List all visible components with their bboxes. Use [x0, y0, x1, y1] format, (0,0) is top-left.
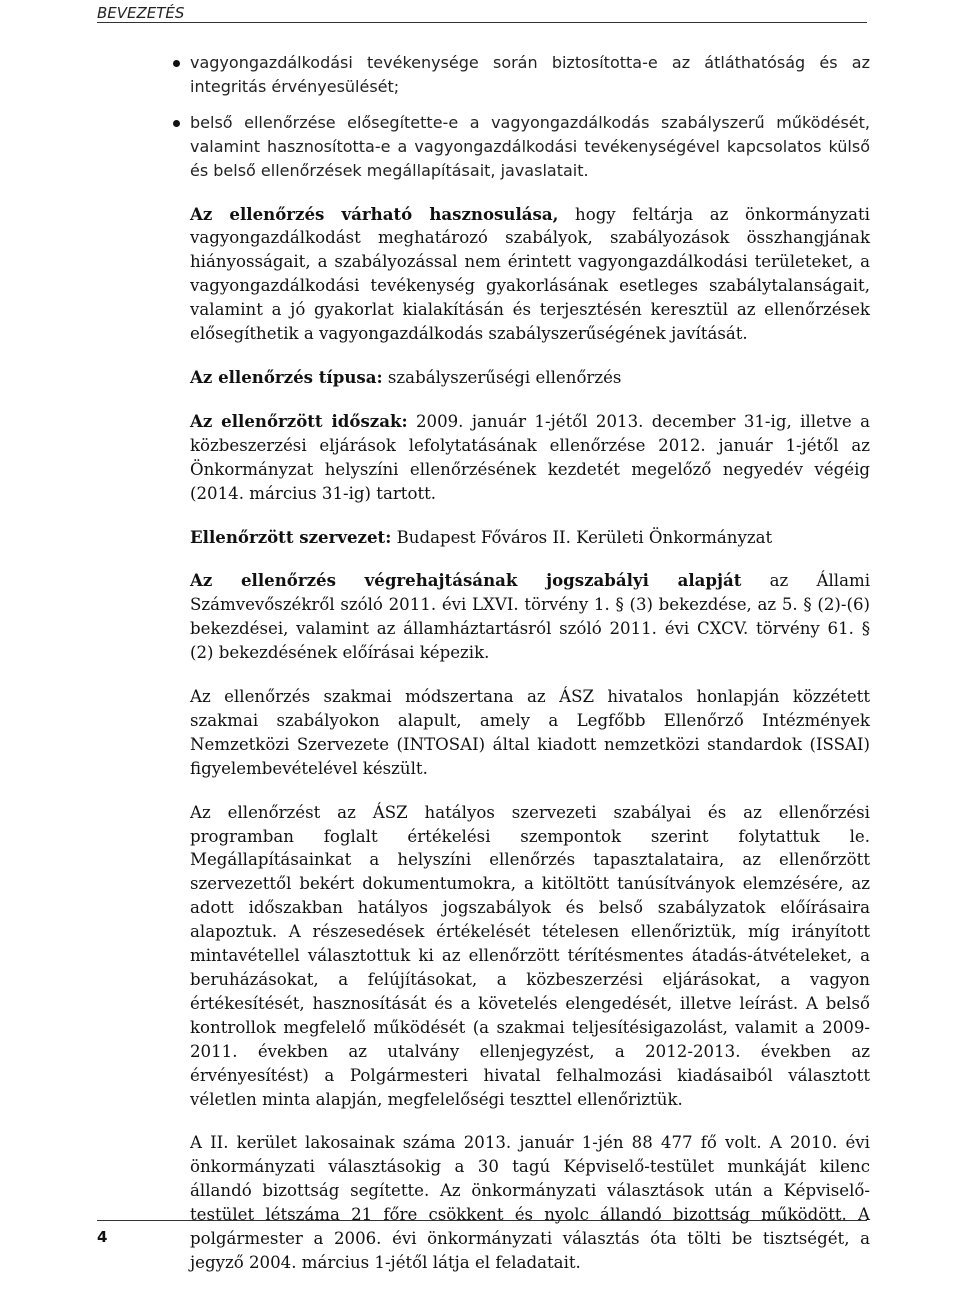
- paragraph-lead: Az ellenőrzés típusa:: [190, 366, 383, 387]
- paragraph-lead: Az ellenőrzött időszak:: [190, 410, 408, 431]
- paragraph-jogszabalyi-alap: Az ellenőrzés végrehajtásának jogszabályi alapját az Állami Számvevőszékről szóló 2011. évi LXVI. törvény 1. § (3) bekezdése, az 5. § (2)-(6) bekezdései, valamint az államháztartásról szóló 2011. évi CXCV. törvény 61. § (2) bekezdésének előírásai képezik.: [190, 570, 870, 663]
- bullet-icon: [173, 120, 180, 127]
- paragraph-tipus: Az ellenőrzés típusa: szabályszerűségi ellenőrzés: [190, 366, 622, 387]
- paragraph-szervezet: Ellenőrzött szervezet: Budapest Főváros II. Kerületi Önkormányzat: [190, 526, 773, 547]
- paragraph-hasznosulas: Az ellenőrzés várható hasznosulása, hogy feltárja az önkormányzati vagyongazdálkodást meghatározó szabályok, szabályozások összhangjának hiányosságait, a szabályozással nem érintett vagyongazdálkodási területeket, a vagyongazdálkodási tevékenység gyakorlásának esetleges szabálytalanságait, valamint a jó gyakorlat kialakításán és terjesztésén keresztül az ellenőrzések elősegíthetik a vagyongazdálkodás szabályszerűségének javítását.: [190, 203, 870, 344]
- list-item: belső ellenőrzése elősegítette-e a vagyongazdálkodás szabályszerű működését, valamint hasznosította-e a vagyongazdálkodási tevékenységével kapcsolatos külső és belső ellenőrzések megállapításait, javaslatait.: [190, 111, 870, 183]
- paragraph-keruleti-adatok: A II. kerület lakosainak száma 2013. január 1-jén 88 477 fő volt. A 2010. évi önkormányzati választásokig a 30 tagú Képviselő-testület munkáját kilenc állandó bizottság segítette. Az önkormányzati választások után a Képviselő-testület létszáma 21 főre csökkent és nyolc állandó bizottság működött. A polgármester a 2006. évi önkormányzati választás óta tölti be tisztségét, a jegyző 2004. március 1-jétől látja el feladatait.: [190, 1133, 870, 1272]
- body-text: [190, 51, 870, 1295]
- header-divider: [97, 22, 867, 23]
- paragraph-lead: Ellenőrzött szervezet:: [190, 526, 392, 547]
- list-item: vagyongazdálkodási tevékenysége során biztosította-e az átláthatóság és az integritás érvényesülését;: [190, 51, 870, 99]
- bullet-list: [190, 51, 870, 183]
- paragraph-ellenorzes-menete: Az ellenőrzést az ÁSZ hatályos szervezeti szabályai és az ellenőrzési programban foglalt értékelési szempontok szerint folytattuk le. Megállapításainkat a helyszíni ellenőrzés tapasztalataira, az ellenőrzött szervezettől bekért dokumentumokra, a kitöltött tanúsítványok elemzésére, az adott időszakban hatályos jogszabályok és belső szabályzatok előírásaira alapoztuk. A részesedések értékelését tételesen ellenőriztük, míg irányított mintavétellel választottuk ki az ellenőrzött térítésmentes átadás-átvételeket, a beruházásokat, a felújításokat, a közbeszerzési eljárásokat, a vagyon értékesítését, hasznosítását és a követelés elengedését, illetve leírást. A belső kontrollok megfelelő működését (a szakmai teljesítésigazolást, valamit a 2009-2011. években az utalvány ellenjegyzést, a 2012-2013. években az érvényesítést) a Polgármesteri hivatal felhalmozási kiadásaiból választott véletlen minta alapján, megfelelőségi teszttel ellenőriztük.: [190, 802, 870, 1109]
- page-number: 4: [97, 1228, 108, 1246]
- running-header: BEVEZETÉS: [97, 4, 185, 22]
- paragraph-lead: Az ellenőrzés várható hasznosulása,: [190, 203, 559, 224]
- paragraph-lead: Az ellenőrzés végrehajtásának jogszabályi alapját: [190, 570, 742, 591]
- footer-divider: [97, 1220, 867, 1221]
- bullet-icon: [173, 60, 180, 67]
- paragraph-idoszak: Az ellenőrzött időszak: 2009. január 1-jétől 2013. december 31-ig, illetve a közbeszerzési eljárások lefolytatásának ellenőrzése 2012. január 1-jétől az Önkormányzat helyszíni ellenőrzésének kezdetét megelőző negyedév végéig (2014. március 31-ig) tartott.: [190, 410, 870, 503]
- paragraph-modszertan: Az ellenőrzés szakmai módszertana az ÁSZ hivatalos honlapján közzétett szakmai szabályokon alapult, amely a Legfőbb Ellenőrző Intézmények Nemzetközi Szervezete (INTOSAI) által kiadott nemzetközi standardok (ISSAI) figyelembevételével készült.: [190, 687, 870, 778]
